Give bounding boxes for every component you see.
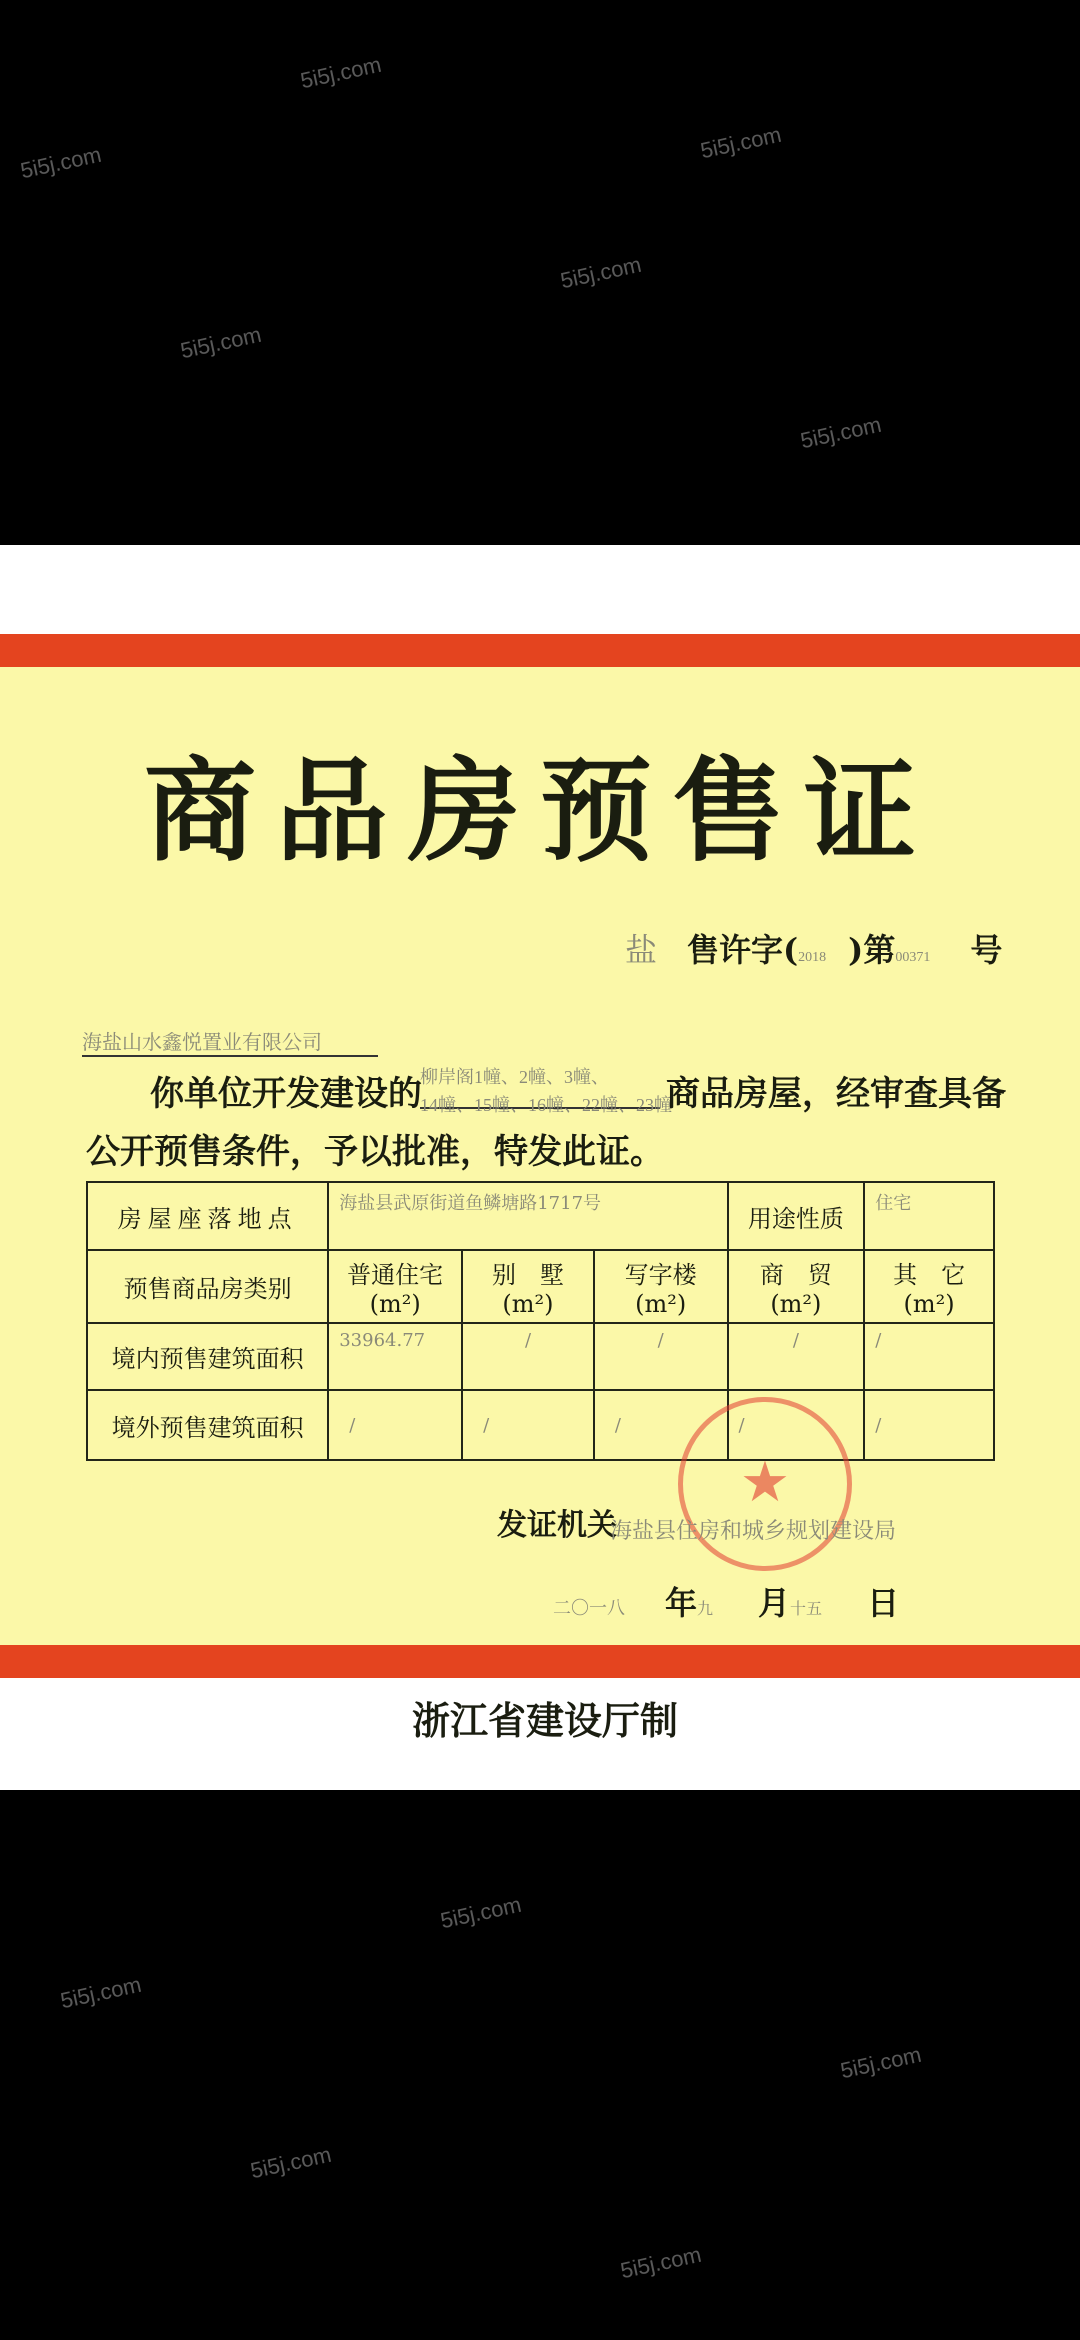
watermark: 5i5j.com bbox=[838, 2041, 924, 2084]
category-cell bbox=[864, 1250, 994, 1323]
date-day: 十五 bbox=[790, 1601, 823, 1618]
foreign-label: 境外预售建筑面积 bbox=[87, 1390, 328, 1460]
presale-table bbox=[86, 1181, 995, 1461]
issue-date bbox=[553, 1578, 899, 1624]
watermark: 5i5j.com bbox=[618, 2241, 704, 2284]
permit-label: 售许字( bbox=[687, 931, 799, 969]
foreign-value: / bbox=[594, 1390, 728, 1460]
category-cell bbox=[328, 1250, 462, 1323]
watermark: 5i5j.com bbox=[558, 251, 644, 294]
category-name: 普通住宅 bbox=[347, 1261, 444, 1289]
permit-year: 2018 bbox=[798, 950, 827, 965]
date-label: 年 bbox=[665, 1584, 698, 1622]
certificate-title: 商品房预售证 bbox=[144, 747, 936, 877]
permit-number bbox=[625, 925, 1002, 971]
category-name: 写字楼 bbox=[624, 1261, 697, 1289]
domestic-label: 境内预售建筑面积 bbox=[87, 1323, 328, 1390]
paragraph-middle: 商品房屋，经审查具备 bbox=[666, 1074, 1006, 1114]
date-month: 九 bbox=[697, 1601, 714, 1618]
bottom-stripe bbox=[0, 1645, 1080, 1678]
category-cell bbox=[462, 1250, 594, 1323]
footer-issuer: 浙江省建设厅制 bbox=[411, 1698, 678, 1743]
permit-prefix: 盐 bbox=[625, 932, 658, 968]
usage-label: 用途性质 bbox=[728, 1182, 865, 1250]
unit: (m²) bbox=[502, 1290, 554, 1318]
category-name: 商 贸 bbox=[759, 1261, 832, 1289]
date-label: 日 bbox=[867, 1584, 900, 1622]
foreign-value: / bbox=[328, 1390, 462, 1460]
category-name: 其 它 bbox=[893, 1261, 966, 1289]
usage-value: 住宅 bbox=[864, 1182, 994, 1250]
unit: (m²) bbox=[369, 1290, 421, 1318]
issuer-label: 发证机关 bbox=[497, 1508, 617, 1543]
watermark: 5i5j.com bbox=[438, 1891, 524, 1934]
category-name: 别 墅 bbox=[491, 1261, 564, 1289]
foreign-value: / bbox=[864, 1390, 994, 1460]
category-cell bbox=[594, 1250, 728, 1323]
permit-serial: 00371 bbox=[895, 950, 931, 965]
watermark: 5i5j.com bbox=[178, 321, 264, 364]
watermark: 5i5j.com bbox=[798, 411, 884, 454]
date-year: 二〇一八 bbox=[553, 1598, 625, 1618]
location-value: 海盐县武原街道鱼鳞塘路1717号 bbox=[328, 1182, 727, 1250]
watermark: 5i5j.com bbox=[698, 121, 784, 164]
paragraph-start: 你单位开发建设的 bbox=[150, 1074, 422, 1114]
domestic-value: / bbox=[728, 1323, 865, 1390]
category-cell bbox=[728, 1250, 865, 1323]
unit: (m²) bbox=[770, 1290, 822, 1318]
category-label: 预售商品房类别 bbox=[87, 1250, 328, 1323]
domestic-value: / bbox=[462, 1323, 594, 1390]
watermark: 5i5j.com bbox=[58, 1971, 144, 2014]
foreign-value: / bbox=[462, 1390, 594, 1460]
star-icon: ★ bbox=[739, 1450, 791, 1515]
watermark: 5i5j.com bbox=[248, 2141, 334, 2184]
watermark: 5i5j.com bbox=[298, 51, 384, 94]
issuer-name: 海盐县住房和城乡规划建设局 bbox=[610, 1518, 897, 1543]
project-line2: 14幢、15幢、16幢、22幢、23幢 bbox=[420, 1095, 672, 1115]
project-field bbox=[420, 1063, 672, 1115]
unit: (m²) bbox=[903, 1290, 955, 1318]
foreign-value: / bbox=[728, 1390, 865, 1460]
top-stripe bbox=[0, 634, 1080, 667]
company-name: 海盐山水鑫悦置业有限公司 bbox=[82, 1026, 378, 1057]
project-line1: 柳岸阁1幢、2幢、3幢、 bbox=[420, 1067, 609, 1087]
domestic-value: 33964.77 bbox=[328, 1323, 462, 1390]
unit: (m²) bbox=[635, 1290, 687, 1318]
location-label: 房屋座落地点 bbox=[87, 1182, 328, 1250]
domestic-value: / bbox=[594, 1323, 728, 1390]
domestic-value: / bbox=[864, 1323, 994, 1390]
permit-label: )第 bbox=[848, 931, 896, 969]
date-label: 月 bbox=[758, 1584, 791, 1622]
permit-label: 号 bbox=[970, 931, 1003, 969]
watermark: 5i5j.com bbox=[18, 141, 104, 184]
paragraph-end: 公开预售条件，予以批准，特发此证。 bbox=[86, 1132, 664, 1172]
